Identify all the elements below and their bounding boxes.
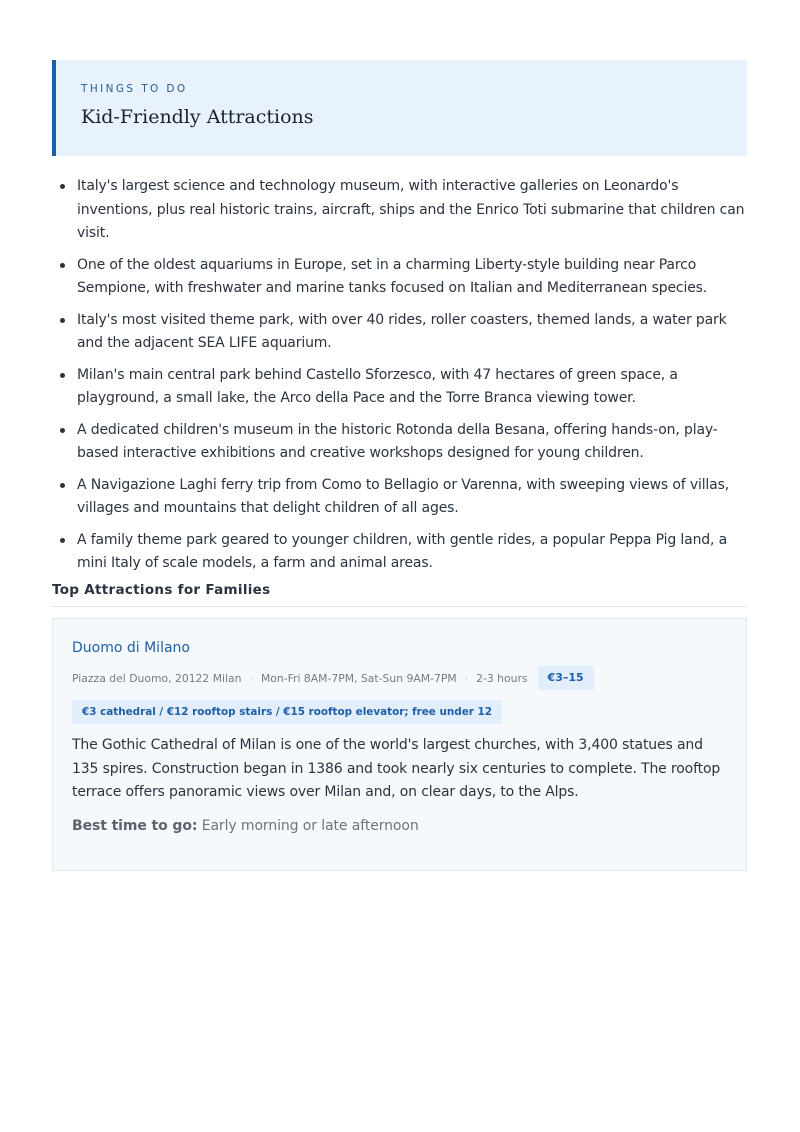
bullet-icon (60, 538, 65, 543)
price-badge: €3–15 (538, 666, 594, 690)
list-item (58, 254, 748, 301)
page-title: Kid-Friendly Attractions (81, 106, 314, 128)
list-item-text: A family theme park geared to younger children, with gentle rides, a popular Peppa Pig land, a mini Italy of scale models, a farm and animal areas. (77, 531, 728, 571)
best-time-label: Best time to go: (72, 818, 198, 834)
list-item-text: One of the oldest aquariums in Europe, set in a charming Liberty-style building near Parco Sempione, with freshwater and marine tanks focused on Italian and Mediterranean species. (77, 256, 708, 296)
attraction-hours: Mon-Fri 8AM-7PM, Sat-Sun 9AM-7PM (260, 671, 457, 685)
bullet-icon (60, 318, 65, 323)
bullet-icon (60, 428, 65, 433)
list-item (58, 474, 748, 521)
list-item-text: Italy's most visited theme park, with over 40 rides, roller coasters, themed lands, a water park and the adjacent SEA LIFE aquarium. (77, 311, 727, 351)
bullet-icon (60, 263, 65, 268)
list-item-text: A Navigazione Laghi ferry trip from Como to Bellagio or Varenna, with sweeping views of villas, villages and mountains that delight children of all ages. (77, 476, 730, 516)
bullet-icon (60, 184, 65, 189)
eyebrow-label: THINGS TO DO (81, 83, 188, 95)
list-item (58, 364, 748, 411)
best-time (72, 818, 419, 834)
section-heading: Top Attractions for Families (52, 582, 747, 607)
highlights-list (58, 175, 748, 584)
list-item (58, 175, 748, 246)
attraction-address: Piazza del Duomo, 20122 Milan (72, 671, 242, 685)
best-time-value: Early morning or late afternoon (201, 818, 419, 834)
separator-dot-icon: · (249, 671, 253, 685)
list-item-text: Italy's largest science and technology museum, with interactive galleries on Leonardo's inventions, plus real historic trains, aircraft, ships and the Enrico Toti submarine that children can visit. (77, 178, 745, 241)
attraction-meta (72, 666, 594, 690)
bullet-icon (60, 483, 65, 488)
list-item-text: A dedicated children's museum in the historic Rotonda della Besana, offering hands-on, play-based interactive exhibitions and creative workshops designed for young children. (77, 421, 718, 461)
bullet-icon (60, 373, 65, 378)
separator-dot-icon: · (464, 671, 469, 685)
list-item (58, 419, 748, 466)
section-header (52, 60, 747, 156)
list-item-text: Milan's main central park behind Castello Sforzesco, with 47 hectares of green space, a playground, a small lake, the Arco della Pace and the Torre Branca viewing tower. (77, 366, 678, 406)
attraction-duration: 2-3 hours (476, 671, 528, 685)
attraction-description: The Gothic Cathedral of Milan is one of the world's largest churches, with 3,400 statues and 135 spires. Construction began in 1386 and took nearly six centuries to complete. The rooftop terrace offers panoramic views over Milan and, on clear days, to the Alps. (72, 737, 721, 800)
attraction-card (52, 618, 747, 871)
list-item (58, 309, 748, 356)
fee-badge: €3 cathedral / €12 rooftop stairs / €15 rooftop elevator; free under 12 (72, 700, 502, 724)
list-item (58, 529, 748, 576)
attraction-title[interactable]: Duomo di Milano (72, 640, 190, 656)
